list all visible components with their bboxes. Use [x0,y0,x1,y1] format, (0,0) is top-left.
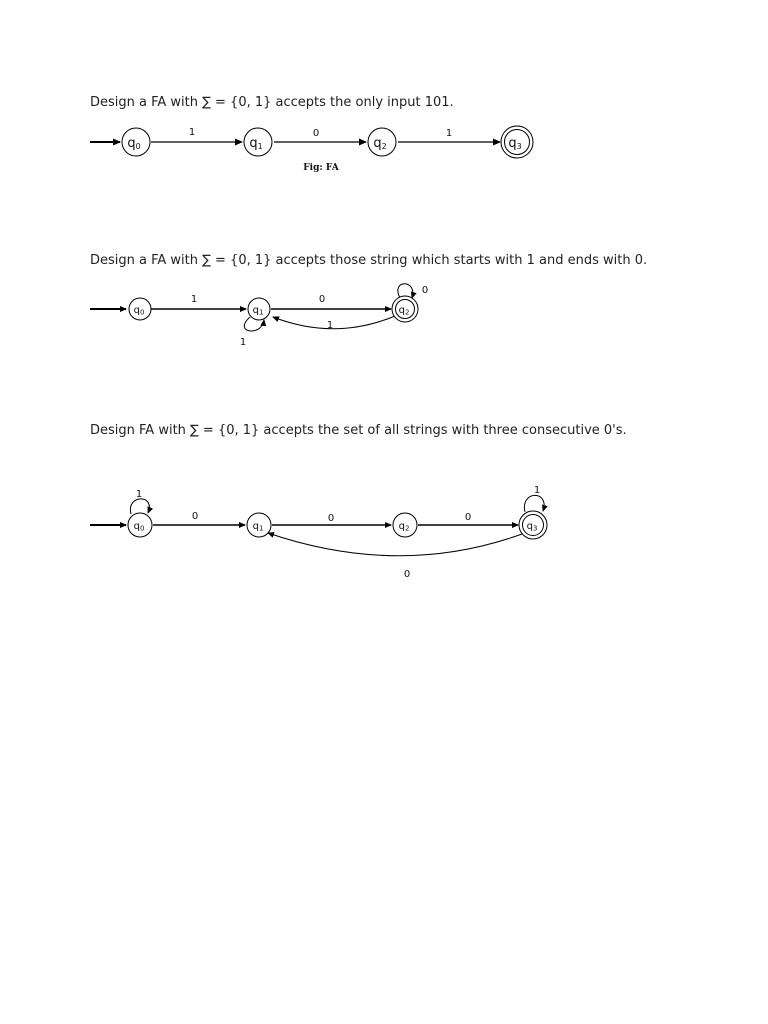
edge-label-q0-q1: 1 [188,127,196,138]
edge-label-q2-q1: 1 [326,320,334,331]
svg-text:q0: q0 [133,521,145,533]
edge-label-q3-q1: 0 [403,569,411,580]
state-q3-accepting [519,511,547,539]
svg-text:q2: q2 [373,136,387,151]
edge-label-q1-q2: 0 [318,294,326,305]
svg-text:q0: q0 [133,305,145,317]
state-q0 [129,298,151,320]
fa-diagram-1 [0,115,768,180]
question-3-text: Design FA with ∑ = {0, 1} accepts the set of all strings with three consecutive 0's. [90,423,627,438]
question-1-text: Design a FA with ∑ = {0, 1} accepts the only input 101. [90,95,454,110]
state-q2 [368,128,396,156]
svg-text:q3: q3 [526,521,538,533]
edge-label-q2-q3: 1 [445,128,453,139]
fa-diagram-3 [0,480,768,585]
loop-label-q2: 0 [421,285,429,296]
svg-text:q2: q2 [398,521,410,533]
state-q3-accepting [501,126,533,158]
svg-text:q1: q1 [252,521,264,533]
svg-text:q1: q1 [252,305,264,317]
svg-text:q2: q2 [398,305,410,317]
edge-label-q2-q3: 0 [464,512,472,523]
state-q2-accepting [392,296,418,322]
state-q0 [122,128,150,156]
edge-q3-q1 [268,533,522,556]
loop-q0 [130,499,149,514]
edge-label-q1-q2: 0 [312,128,320,139]
edge-q2-q1 [273,316,395,329]
state-q1 [247,513,271,537]
edge-label-q0-q1: 0 [191,511,199,522]
loop-label-q1: 1 [239,337,247,348]
state-q2 [393,513,417,537]
svg-text:q1: q1 [249,136,263,151]
state-q1 [244,128,272,156]
loop-q3 [524,495,544,512]
svg-text:q0: q0 [127,136,141,151]
state-q1 [248,298,270,320]
svg-text:q3: q3 [508,136,522,151]
figure-caption: Fig: FA [303,163,339,173]
fa-diagram-2 [0,275,768,355]
edge-label-q0-q1: 1 [190,294,198,305]
question-2-text: Design a FA with ∑ = {0, 1} accepts those string which starts with 1 and ends with 0. [90,253,648,268]
loop-label-q3: 1 [533,485,541,496]
loop-label-q0: 1 [135,489,143,500]
edge-label-q1-q2: 0 [327,513,335,524]
state-q0 [128,513,152,537]
